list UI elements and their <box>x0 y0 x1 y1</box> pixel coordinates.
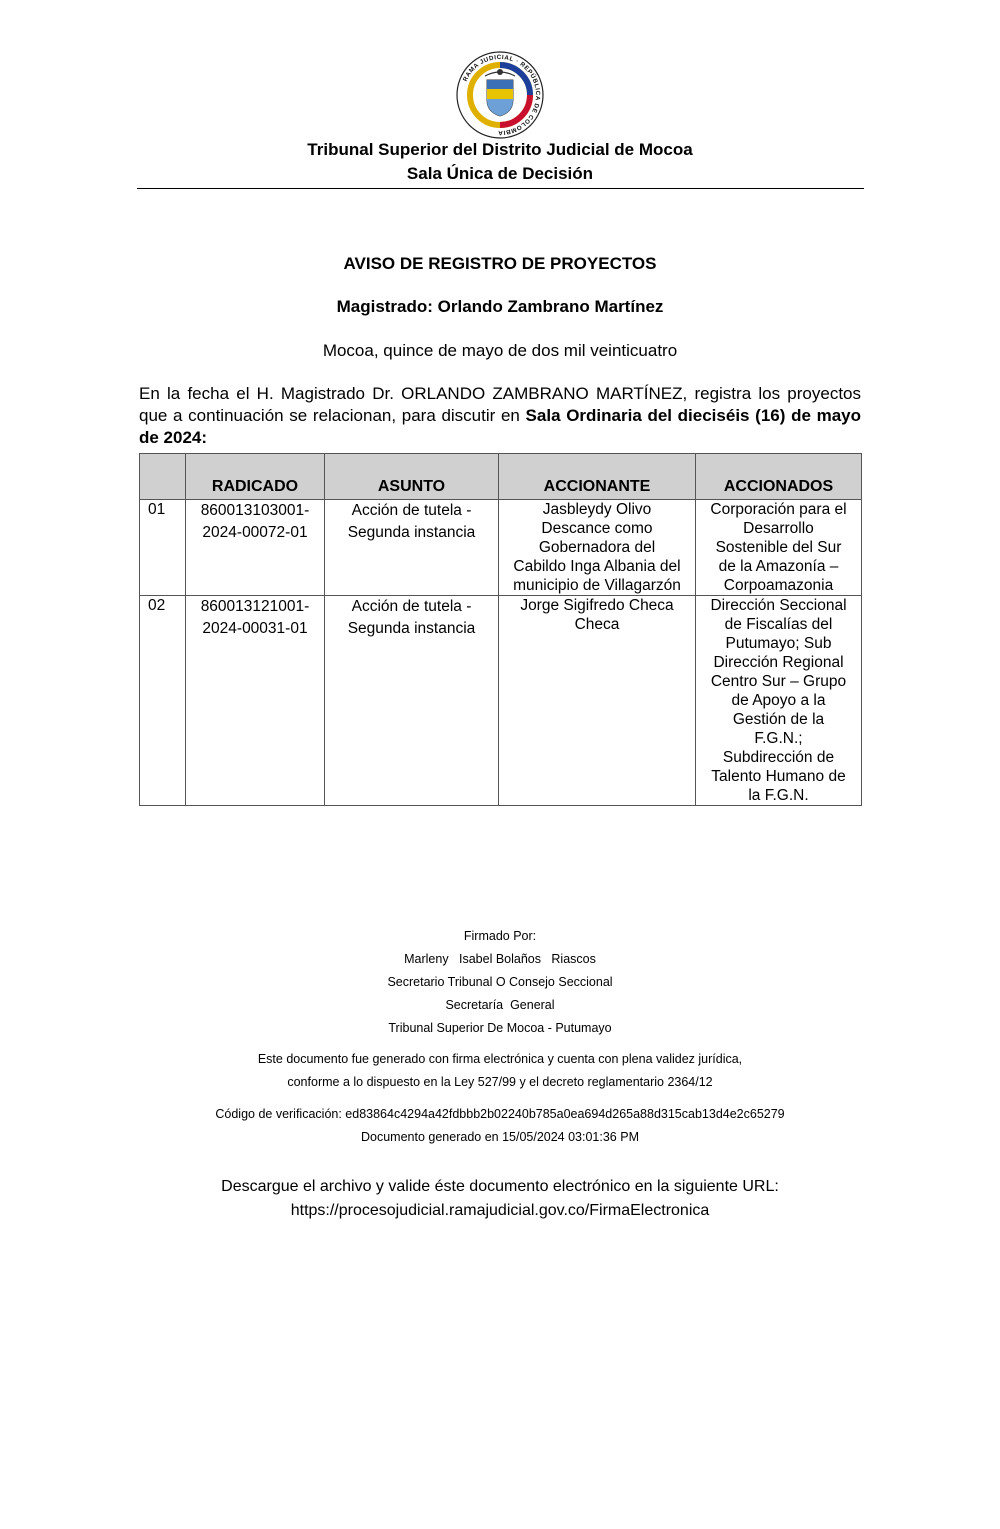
signed-by-label: Firmado Por: <box>463 929 537 943</box>
header-divider <box>137 188 864 189</box>
download-instructions: Descargue el archivo y valide éste documento electrónico en la siguiente URL: <box>221 1178 779 1195</box>
accionados-cell: Dirección Seccional de Fiscalías del Putumayo; Sub Dirección Regional Centro Sur – Grupo de Apoyo a la Gestión de la F.G.N.; Subdirección de Talento Humano de la F.G.N. <box>696 596 862 806</box>
table-header-row <box>140 454 862 500</box>
intro-session: Sala Ordinaria del dieciséis (16) de mayo de 2024: <box>139 406 861 447</box>
signer-role: Secretario Tribunal O Consejo Seccional <box>387 975 613 989</box>
row-number: 01 <box>140 500 186 596</box>
table-row <box>140 500 862 596</box>
signer-office: Secretaría General <box>445 998 555 1012</box>
chamber-name: Sala Única de Decisión <box>406 164 594 183</box>
notice-title: AVISO DE REGISTRO DE PROYECTOS <box>343 254 657 273</box>
date-line: Mocoa, quince de mayo de dos mil veinticuatro <box>322 341 678 360</box>
court-name: Tribunal Superior del Distrito Judicial de Mocoa <box>307 140 693 159</box>
table-row <box>140 596 862 806</box>
asunto-cell: Acción de tutela - Segunda instancia <box>325 500 499 596</box>
accionante-cell: Jasbleydy Olivo Descance como Gobernadora del Cabildo Inga Albania del municipio de Villagarzón <box>499 500 696 596</box>
validity-line-1: Este documento fue generado con firma electrónica y cuenta con plena validez jurídica, <box>257 1052 743 1066</box>
header-cell-accionados: ACCIONADOS <box>696 454 862 500</box>
verification-code-line <box>0 1107 1000 1121</box>
header-cell-accionante: ACCIONANTE <box>499 454 696 500</box>
validity-line-2: conforme a lo dispuesto en la Ley 527/99 y el decreto reglamentario 2364/12 <box>287 1075 713 1089</box>
projects-table <box>139 453 862 806</box>
rama-judicial-seal <box>455 50 545 140</box>
magistrate-line: Magistrado: Orlando Zambrano Martínez <box>336 297 664 316</box>
verification-code-label: Código de verificación: <box>215 1107 346 1121</box>
radicado-cell: 860013121001- 2024-00031-01 <box>186 596 325 806</box>
validation-url[interactable]: https://procesojudicial.ramajudicial.gov.co/FirmaElectronica <box>290 1202 710 1219</box>
header-cell-asunto: ASUNTO <box>325 454 499 500</box>
accionados-cell: Corporación para el Desarrollo Sostenible del Sur de la Amazonía – Corpoamazonia <box>696 500 862 596</box>
accionante-cell: Jorge Sigifredo Checa Checa <box>499 596 696 806</box>
verification-code: ed83864c4294a42fdbbb2b02240b785a0ea694d265a88d315cab13d4e2c65279 <box>345 1107 785 1121</box>
header-cell-index <box>140 454 186 500</box>
radicado-cell: 860013103001- 2024-00072-01 <box>186 500 325 596</box>
asunto-cell: Acción de tutela - Segunda instancia <box>325 596 499 806</box>
signer-court: Tribunal Superior De Mocoa - Putumayo <box>388 1021 612 1035</box>
intro-paragraph <box>139 383 861 449</box>
generated-date: Documento generado en 15/05/2024 03:01:36 PM <box>361 1130 639 1144</box>
signer-name: Marleny Isabel Bolaños Riascos <box>404 952 596 966</box>
header-cell-radicado: RADICADO <box>186 454 325 500</box>
seal-lettering: RAMA JUDICIAL · REPÚBLICA DE COLOMBIA <box>461 53 542 137</box>
row-number: 02 <box>140 596 186 806</box>
intro-text: En la fecha el H. Magistrado Dr. ORLANDO ZAMBRANO MARTÍNEZ, registra los proyectos que a continuación se relacionan, para discutir en <box>139 384 861 425</box>
